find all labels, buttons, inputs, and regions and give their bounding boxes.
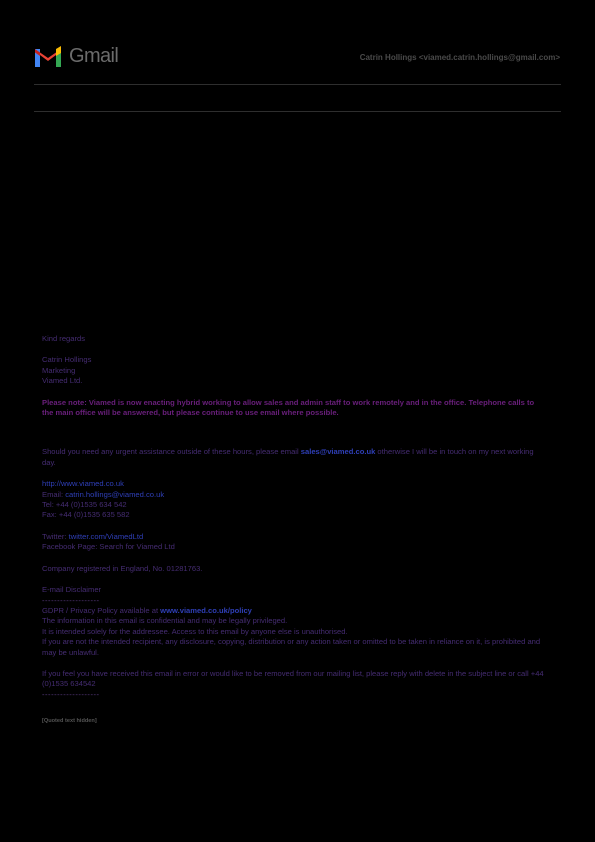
notice-text: Viamed is now enacting hybrid working to allow sales and admin staff to work remotely and in the office. Telephone calls to the main office will be answered, but please continue to use email where possible. [42, 397, 535, 418]
gmail-logo-icon [33, 45, 63, 68]
signoff-company: Viamed Ltd. [42, 376, 83, 386]
company-registration: Company registered in England, No. 01281763. [42, 563, 203, 573]
disclaimer-line-2: It is intended solely for the addressee. Access to this email by anyone else is unauthorised. [42, 626, 348, 636]
privacy-policy-line: GDPR / Privacy Policy available at www.viamed.co.uk/policy [42, 605, 252, 615]
disclaimer-separator: ------------------- [42, 595, 100, 605]
twitter-line: Twitter: twitter.com/ViamedLtd [42, 531, 144, 541]
facebook-line: Facebook Page: Search for Viamed Ltd [42, 542, 175, 552]
website-link[interactable]: http://www.viamed.co.uk [42, 479, 124, 489]
policy-link[interactable]: www.viamed.co.uk/policy [160, 605, 252, 615]
sales-email-link[interactable]: sales@viamed.co.uk [300, 447, 376, 457]
fax-line: Fax: +44 (0)1535 635 582 [42, 510, 130, 520]
email-line: Email: catrin.hollings@viamed.co.uk [42, 489, 165, 499]
signoff-name: Catrin Hollings [42, 355, 92, 365]
twitter-link[interactable]: twitter.com/ViamedLtd [68, 531, 144, 541]
disclaimer-line-3: If you are not the intended recipient, any disclosure, copying, distribution or any action taken or omitted to be taken in reliance on it, is prohibited and may be unlawful. [42, 637, 541, 657]
tel-line: Tel: +44 (0)1535 634 542 [42, 500, 127, 510]
signoff-regards: Kind regards [42, 334, 86, 343]
disclaimer-line-4: If you feel you have received this email in error or would like to be removed from our mailing list, please reply with delete in the subject line or call +44 (0)1535 634542 [42, 668, 544, 689]
disclaimer-title: E-mail Disclaimer [42, 585, 102, 595]
gmail-logo-text: Gmail [69, 44, 119, 67]
sender-address: Catrin Hollings <viamed.catrin.hollings@gmail.com> [359, 53, 560, 62]
disclaimer-separator-2: ------------------- [42, 689, 100, 699]
quoted-text-hidden[interactable]: [Quoted text hidden] [42, 718, 97, 725]
signoff-role: Marketing [42, 365, 76, 375]
gmail-logo [33, 43, 118, 69]
urgent-assistance-text: Should you need any urgent assistance outside of these hours, please email sales@viamed.co.uk otherwise I will be in touch on my next working day. [42, 447, 534, 467]
disclaimer-line-1: The information in this email is confidential and may be legally privileged. [42, 616, 288, 626]
email-body [42, 334, 547, 727]
subject-divider [34, 111, 561, 112]
notice-label: Please note: [42, 397, 87, 407]
header-divider [34, 84, 561, 85]
contact-email-link[interactable]: catrin.hollings@viamed.co.uk [65, 489, 165, 499]
hybrid-working-notice [42, 398, 547, 419]
